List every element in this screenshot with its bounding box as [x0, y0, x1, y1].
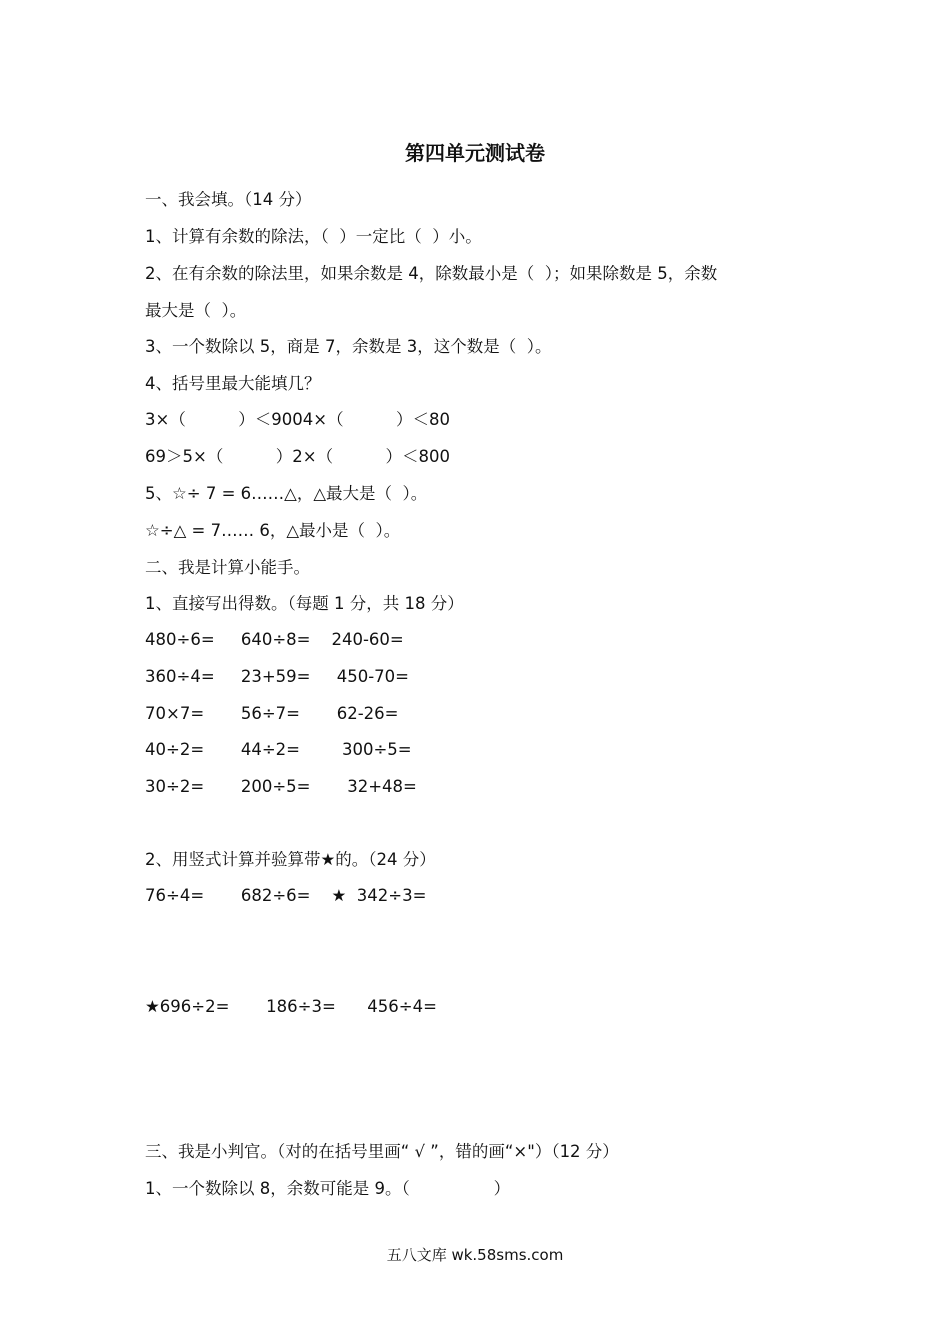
- question-line: 69＞5×（ ）2×（ ）＜800: [145, 447, 451, 466]
- calc-row: 360÷4= 23+59= 450-70=: [145, 667, 409, 686]
- question-line: 1、一个数除以 8，余数可能是 9。（ ）: [145, 1179, 511, 1198]
- question-line: 5、☆÷ 7 = 6……△，△最大是（ ）。: [145, 484, 428, 503]
- question-line: 1、直接写出得数。（每题 1 分，共 18 分）: [145, 594, 464, 613]
- calc-row: 70×7= 56÷7= 62-26=: [145, 704, 399, 723]
- question-line: 2、在有余数的除法里，如果余数是 4，除数最小是（ ）；如果除数是 5，余数: [145, 264, 718, 283]
- question-line: 4、括号里最大能填几？: [145, 374, 321, 393]
- calc-row: 480÷6= 640÷8= 240-60=: [145, 630, 404, 649]
- calc-row: 76÷4= 682÷6= ★ 342÷3=: [145, 886, 427, 905]
- section-3-heading: 三、我是小判官。（对的在括号里画“ √ ”，错的画“×"）（12 分）: [145, 1142, 619, 1161]
- question-line: ☆÷△ = 7…… 6，△最小是（ ）。: [145, 521, 401, 540]
- calc-row: ★696÷2= 186÷3= 456÷4=: [145, 997, 437, 1016]
- question-line: 最大是（ ）。: [145, 301, 247, 320]
- page-title: 第四单元测试卷: [405, 141, 545, 165]
- footer-watermark: 五八文库 wk.58sms.com: [386, 1246, 564, 1264]
- question-line: 1、计算有余数的除法，（ ）一定比（ ）小。: [145, 227, 482, 246]
- question-line: 3、一个数除以 5，商是 7，余数是 3，这个数是（ ）。: [145, 337, 552, 356]
- question-line: 3×（ ）＜9004×（ ）＜80: [145, 410, 451, 429]
- section-1-heading: 一、我会填。（14 分）: [145, 190, 312, 209]
- calc-row: 30÷2= 200÷5= 32+48=: [145, 777, 417, 796]
- calc-row: 40÷2= 44÷2= 300÷5=: [145, 740, 412, 759]
- question-line: 2、用竖式计算并验算带★的。（24 分）: [145, 850, 436, 869]
- section-2-heading: 二、我是计算小能手。: [145, 558, 310, 577]
